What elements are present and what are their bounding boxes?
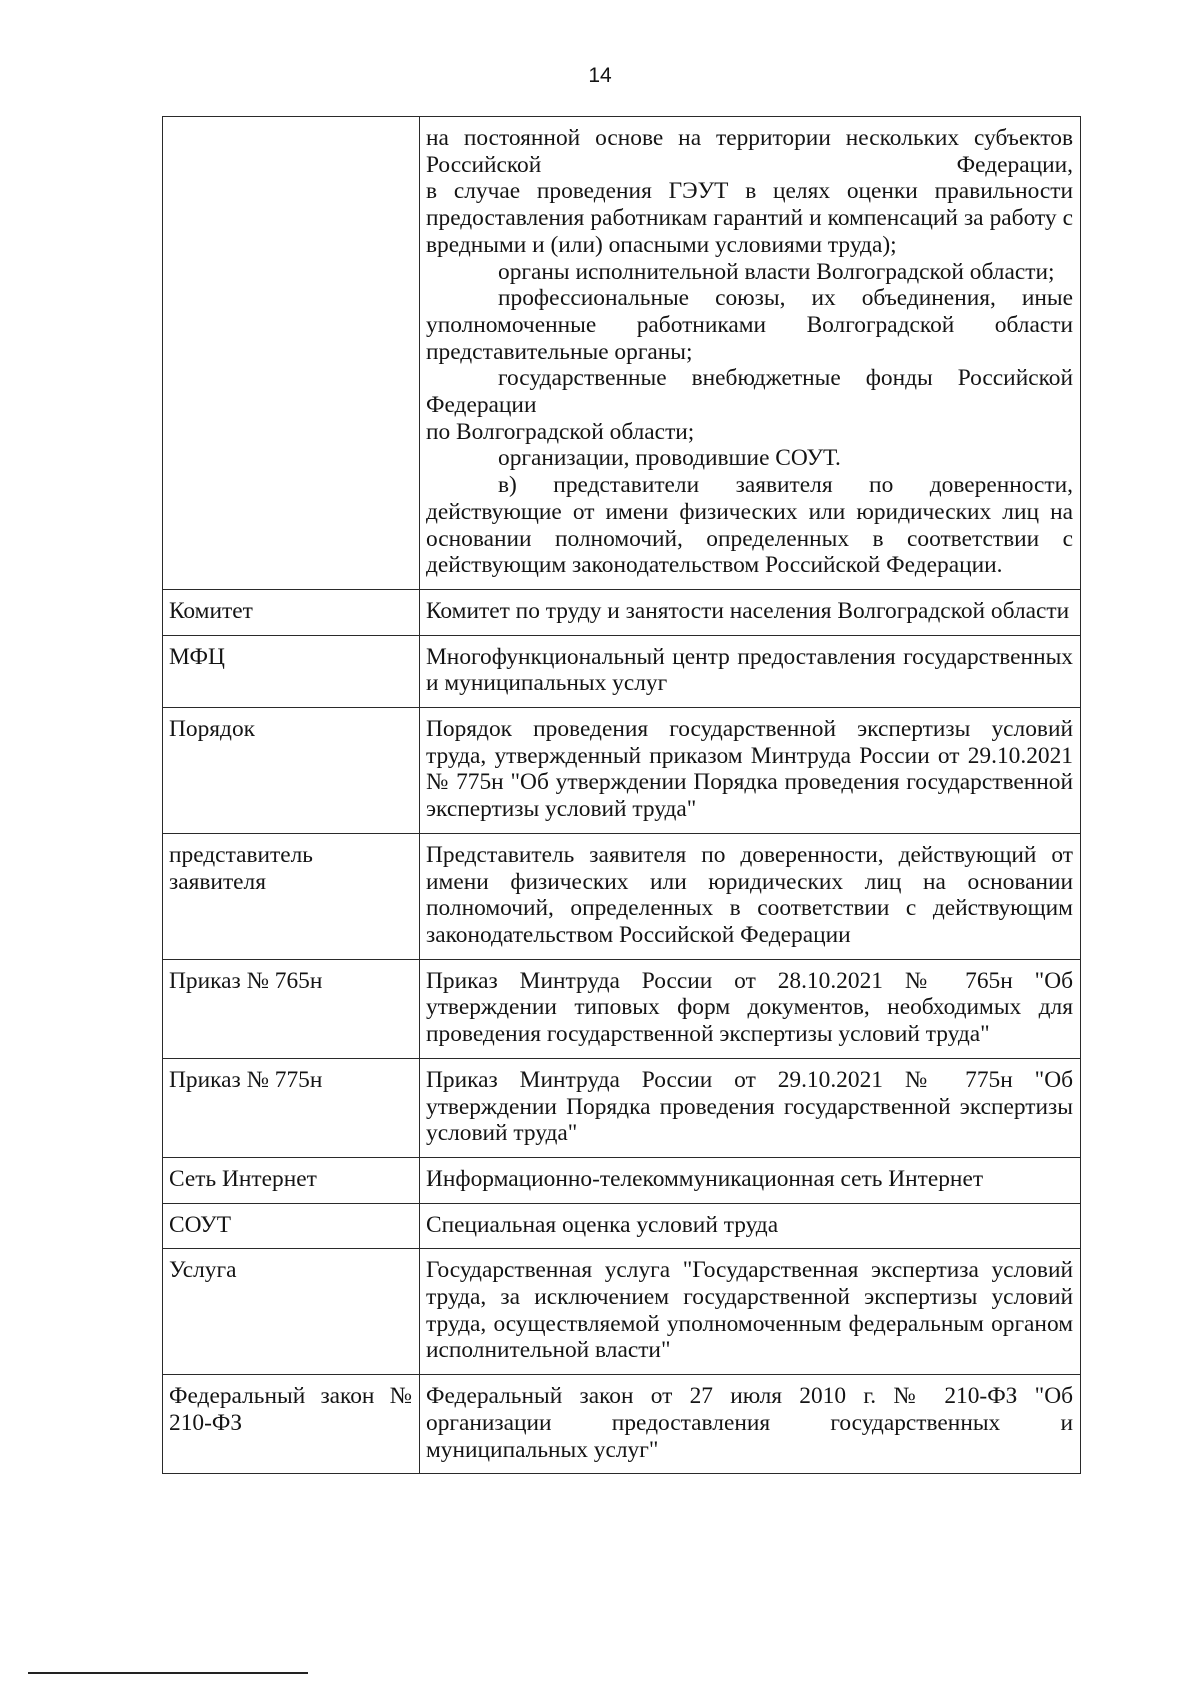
table-row bbox=[163, 1249, 1081, 1375]
definition-cell: Федеральный закон от 27 июля 2010 г. № 210-ФЗ "Об организации предоставления государственных и муниципальных услуг" bbox=[420, 1375, 1081, 1474]
table-row bbox=[163, 117, 1081, 590]
terms-table bbox=[162, 116, 1081, 1474]
footnote-separator bbox=[28, 1672, 308, 1674]
definition-cell bbox=[420, 117, 1081, 590]
table-row bbox=[163, 708, 1081, 834]
term-cell: Приказ № 765н bbox=[163, 959, 420, 1058]
definition-cell: Приказ Минтруда России от 29.10.2021 № 775н "Об утверждении Порядка проведения государственной экспертизы условий труда" bbox=[420, 1058, 1081, 1157]
definition-line: Федерации bbox=[426, 392, 537, 419]
definition-paragraph: в случае проведения ГЭУТ в целях оценки правильности предоставления работникам гарантий и компенсаций за работу с вредными и (или) опасными условиями труда); bbox=[426, 178, 1073, 258]
definition-cell: Государственная услуга "Государственная экспертиза условий труда, за исключением государственной экспертизы условий труда, осуществляемой уполномоченным федеральным органом исполнительной власти" bbox=[420, 1249, 1081, 1375]
term-cell: Сеть Интернет bbox=[163, 1157, 420, 1203]
definition-paragraph: в) представители заявителя по доверенности, действующие от имени физических или юридических лиц на основании полномочий, определенных в соответствии с действующим законодательством Российской Федерации. bbox=[426, 472, 1073, 579]
table-row bbox=[163, 1058, 1081, 1157]
term-cell: МФЦ bbox=[163, 635, 420, 707]
definition-cell: Комитет по труду и занятости населения Волгоградской области bbox=[420, 589, 1081, 635]
table-row bbox=[163, 1157, 1081, 1203]
definition-line: по Волгоградской области; bbox=[426, 418, 695, 445]
definition-paragraph: органы исполнительной власти Волгоградской области; bbox=[498, 258, 1055, 285]
definition-cell: Информационно-телекоммуникационная сеть Интернет bbox=[420, 1157, 1081, 1203]
table-row bbox=[163, 635, 1081, 707]
definition-line: государственные внебюджетные фонды Российской bbox=[498, 365, 1073, 392]
definition-cell: Специальная оценка условий труда bbox=[420, 1203, 1081, 1249]
definition-line: на постоянной основе на территории нескольких субъектов bbox=[426, 125, 1073, 151]
term-cell: Приказ № 775н bbox=[163, 1058, 420, 1157]
term-cell: Федеральный закон № 210-ФЗ bbox=[163, 1375, 420, 1474]
term-cell bbox=[163, 117, 420, 590]
definition-cell: Приказ Минтруда России от 28.10.2021 № 765н "Об утверждении типовых форм документов, необходимых для проведения государственной экспертизы условий труда" bbox=[420, 959, 1081, 1058]
table-row bbox=[163, 1375, 1081, 1474]
term-cell: Комитет bbox=[163, 589, 420, 635]
table-row bbox=[163, 833, 1081, 959]
term-cell: Порядок bbox=[163, 708, 420, 834]
definition-cell: Порядок проведения государственной экспертизы условий труда, утвержденный приказом Минтруда России от 29.10.2021 № 775н "Об утверждении Порядка проведения государственной экспертизы условий труда" bbox=[420, 708, 1081, 834]
definition-line: Российской Федерации, bbox=[426, 151, 1073, 178]
definition-paragraph: организации, проводившие СОУТ. bbox=[498, 445, 841, 472]
definition-paragraph: профессиональные союзы, их объединения, иные уполномоченные работниками Волгоградской области представительные органы; bbox=[426, 285, 1073, 365]
definition-cell: Многофункциональный центр предоставления государственных и муниципальных услуг bbox=[420, 635, 1081, 707]
term-cell: СОУТ bbox=[163, 1203, 420, 1249]
page-number: 14 bbox=[588, 64, 612, 87]
table-row bbox=[163, 959, 1081, 1058]
term-cell: представитель заявителя bbox=[163, 833, 420, 959]
table-row bbox=[163, 589, 1081, 635]
table-row bbox=[163, 1203, 1081, 1249]
definition-cell: Представитель заявителя по доверенности, действующий от имени физических или юридических лиц на основании полномочий, определенных в соответствии с действующим законодательством Российской Федерации bbox=[420, 833, 1081, 959]
term-cell: Услуга bbox=[163, 1249, 420, 1375]
